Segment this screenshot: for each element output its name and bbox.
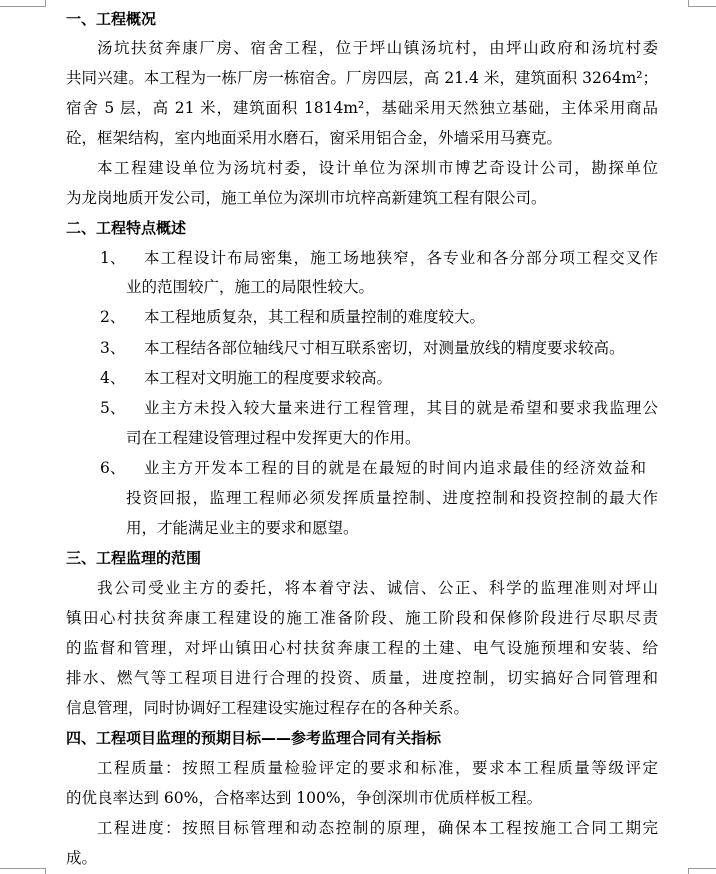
list-item-6-line-3: 用，才能满足业主的要求和愿望。 <box>126 519 359 537</box>
list-item-6-number: 6、 <box>100 459 126 477</box>
list-item-5-line-2: 司在工程建设管理过程中发挥更大的作用。 <box>126 429 421 447</box>
quality-line-1: 工程质量：按照工程质量检验评定的要求和标准，要求本工程质量等级评定 <box>97 759 658 777</box>
list-item-1-number: 1、 <box>100 249 126 267</box>
section-3-line-2: 镇田心村扶贫奔康工程建设的施工准备阶段、施工阶段和保修阶段进行尽职尽责 <box>66 609 658 627</box>
section-3-line-5: 信息管理，同时协调好工程建设实施过程存在的各种关系。 <box>66 699 470 717</box>
list-item-5-number: 5、 <box>100 399 126 417</box>
schedule-line-2: 成。 <box>66 849 98 867</box>
list-item-3-number: 3、 <box>100 339 126 357</box>
list-item-2-line-1: 本工程地质复杂，其工程和质量控制的难度较大。 <box>144 308 486 326</box>
paragraph-2-line-2: 为龙岗地质开发公司，施工单位为深圳市坑梓高新建筑工程有限公司。 <box>66 189 547 207</box>
paragraph-2-line-1: 本工程建设单位为汤坑村委，设计单位为深圳市博艺奇设计公司，勘探单位 <box>97 159 658 177</box>
list-item-1-line-1: 本工程设计布局密集，施工场地狭窄，各专业和各分部分项工程交叉作 <box>144 249 658 267</box>
section-3-line-1: 我公司受业主方的委托，将本着守法、诚信、公正、科学的监理准则对坪山 <box>97 579 658 597</box>
section-1-heading: 一、工程概况 <box>66 10 157 28</box>
list-item-1-line-2: 业的范围较广，施工的局限性较大。 <box>126 278 375 296</box>
crop-mark-bottom-left-v <box>45 868 46 874</box>
crop-mark-bottom-left-h <box>0 868 46 869</box>
section-3-heading: 三、工程监理的范围 <box>66 549 202 567</box>
list-item-4-number: 4、 <box>100 369 126 387</box>
list-item-2-number: 2、 <box>100 308 126 326</box>
section-4-heading: 四、工程项目监理的预期目标——参考监理合同有关指标 <box>66 729 442 747</box>
paragraph-1-line-1: 汤坑扶贫奔康厂房、宿舍工程，位于坪山镇汤坑村，由坪山政府和汤坑村委 <box>97 39 658 57</box>
crop-mark-top-left-h <box>0 6 46 7</box>
list-item-3-line-1: 本工程结各部位轴线尺寸相互联系密切，对测量放线的精度要求较高。 <box>144 339 625 357</box>
quality-line-2: 的优良率达到 60%，合格率达到 100%，争创深圳市优质样板工程。 <box>66 789 543 807</box>
list-item-6-line-1: 业主方开发本工程的目的就是在最短的时间内追求最佳的经济效益和 <box>144 459 646 477</box>
crop-mark-top-right-h <box>688 6 716 7</box>
section-3-line-4: 排水、燃气等工程项目进行合理的投资、质量，进度控制，切实搞好合同管理和 <box>66 669 658 687</box>
list-item-6-line-2: 投资回报，监理工程师必须发挥质量控制、进度控制和投资控制的最大作 <box>126 489 658 507</box>
paragraph-1-line-4: 砼，框架结构，室内地面采用水磨石，窗采用铝合金，外墙采用马赛克。 <box>66 129 563 147</box>
crop-mark-top-left-v <box>45 0 46 7</box>
section-2-heading: 二、工程特点概述 <box>66 219 187 237</box>
list-item-4-line-1: 本工程对文明施工的程度要求较高。 <box>144 369 393 387</box>
schedule-line-1: 工程进度：按照目标管理和动态控制的原理，确保本工程按施工合同工期完 <box>97 819 658 837</box>
crop-mark-bottom-right-v <box>688 868 689 874</box>
paragraph-1-line-2: 共同兴建。本工程为一栋厂房一栋宿舍。厂房四层，高 21.4 米，建筑面积 3264m²； <box>66 69 658 87</box>
list-item-5-line-1: 业主方未投入较大量来进行工程管理，其目的就是希望和要求我监理公 <box>144 399 658 417</box>
paragraph-1-line-3: 宿舍 5 层，高 21 米，建筑面积 1814m²，基础采用天然独立基础，主体采用商品 <box>66 99 658 117</box>
crop-mark-bottom-right-h <box>688 868 716 869</box>
crop-mark-top-right-v <box>688 0 689 7</box>
section-3-line-3: 的监督和管理，对坪山镇田心村扶贫奔康工程的土建、电气设施预埋和安装、给 <box>66 639 658 657</box>
